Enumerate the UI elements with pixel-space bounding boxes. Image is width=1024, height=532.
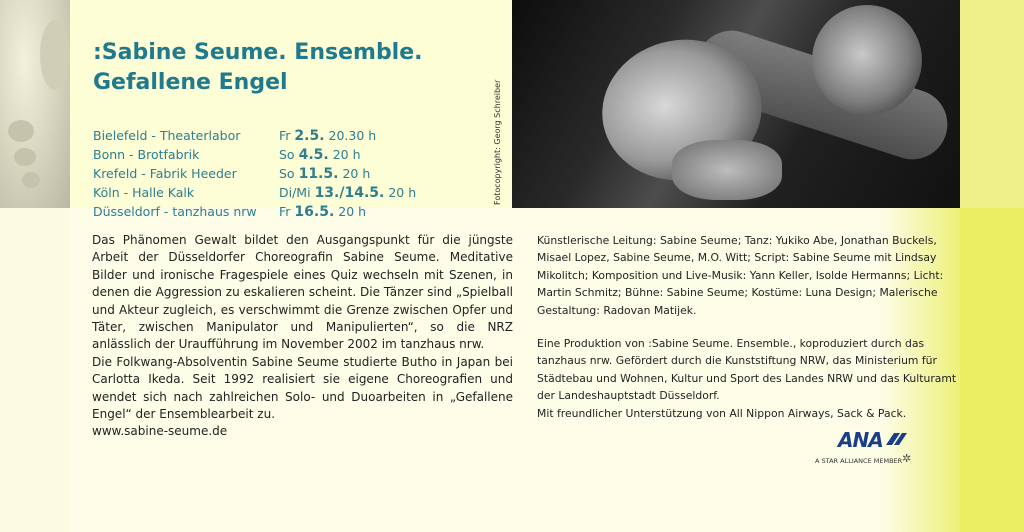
date-time bbox=[279, 145, 361, 165]
venue: Krefeld - Fabrik Heeder bbox=[93, 166, 237, 181]
date-time bbox=[279, 183, 416, 203]
time: 20.30 h bbox=[328, 128, 377, 143]
time: 20 h bbox=[332, 147, 361, 162]
performance-row bbox=[93, 164, 513, 183]
toe-shape bbox=[8, 120, 34, 142]
right-edge-top bbox=[960, 0, 1024, 208]
credits-column bbox=[537, 232, 957, 422]
time: 20 h bbox=[342, 166, 371, 181]
description-paragraph: Die Folkwang-Absolventin Sabine Seume studierte Butho in Japan bei Carlotta Ikeda. Seit 1992 realisiert sie eigene Choreografien und wendet sich nach zahlreichen Solo- und Duoarbeiten in „Gefallene Engel“ der Ensemblearbeit zu. bbox=[92, 354, 513, 422]
venue: Düsseldorf - tanzhaus nrw bbox=[93, 204, 257, 219]
date-time bbox=[279, 164, 370, 184]
date-time bbox=[279, 202, 366, 222]
left-band bbox=[0, 208, 70, 532]
description-column bbox=[92, 232, 513, 441]
page-title: :Sabine Seume. Ensemble. bbox=[93, 40, 423, 65]
website-link[interactable]: www.sabine-seume.de bbox=[92, 424, 228, 439]
ana-logo: ANA bbox=[838, 428, 883, 452]
date: 4.5. bbox=[298, 147, 329, 163]
weekday: Fr bbox=[279, 204, 291, 219]
toe-shape bbox=[22, 172, 40, 188]
star-alliance-tagline: A STAR ALLIANCE MEMBER bbox=[815, 457, 903, 465]
production-credits: Eine Produktion von :Sabine Seume. Ensemble., koproduziert durch das tanzhaus nrw. Gefördert durch die Kunststiftung NRW, das Ministerium für Städtebau und Wohnen, Kultur und Sport des Landes NRW und das Kulturamt der Landeshauptstadt Düsseldorf. bbox=[537, 337, 957, 403]
performance-row bbox=[93, 126, 513, 145]
toe-shape bbox=[14, 148, 36, 166]
face-shape-2 bbox=[812, 5, 922, 115]
date: 13./14.5. bbox=[314, 185, 385, 201]
performance-row bbox=[93, 183, 513, 202]
dancers-photo bbox=[512, 0, 960, 208]
date: 16.5. bbox=[294, 204, 335, 220]
date: 11.5. bbox=[298, 166, 339, 182]
venue: Köln - Halle Kalk bbox=[93, 185, 195, 200]
foot-shape bbox=[40, 20, 70, 90]
page-subtitle: Gefallene Engel bbox=[93, 70, 288, 95]
venue: Bielefeld - Theaterlabor bbox=[93, 128, 241, 143]
star-alliance-icon: ✲ bbox=[902, 452, 912, 465]
performance-row bbox=[93, 145, 513, 164]
weekday: So bbox=[279, 166, 295, 181]
weekday: Fr bbox=[279, 128, 291, 143]
cast-credits: Künstlerische Leitung: Sabine Seume; Tanz: Yukiko Abe, Jonathan Buckels, Misael Lopez, Sabine Seume, M.O. Witt; Script: Sabine Seume mit Lindsay Mikolitch; Komposition und Live-Musik: Yann Keller, Isolde Hermanns; Licht: Martin Schmitz; Bühne: Sabine Seume; Kostüme: Luna Design; Malerische Gestaltung: Radovan Matijek. bbox=[537, 234, 944, 317]
date: 2.5. bbox=[294, 128, 325, 144]
venue: Bonn - Brotfabrik bbox=[93, 147, 200, 162]
description-paragraph: Das Phänomen Gewalt bildet den Ausgangspunkt für die jüngste Arbeit der Düsseldorfer Choreografin Sabine Seume. Meditative Bilder und ironische Fragespiele eines Quiz wechseln mit Szenen, in denen die Aggression zu eskalieren scheint. Die Tänzer sind „Spielball und Akteur zugleich, es verschwimmt die Grenze zwischen Opfer und Täter, zwischen Manipulator und Manipulierten“, so die NRZ anlässlich der Uraufführung im November 2002 im tanzhaus nrw. bbox=[92, 233, 513, 352]
date-time bbox=[279, 126, 376, 146]
feet-photo bbox=[0, 0, 70, 208]
weekday: So bbox=[279, 147, 295, 162]
support-credits: Mit freundlicher Unterstützung von All Nippon Airways, Sack & Pack. bbox=[537, 406, 907, 420]
hand-shape bbox=[672, 140, 782, 200]
photo-credit: Fotocopyright: Georg Schreiber bbox=[493, 79, 502, 205]
ana-slash-icon bbox=[880, 432, 908, 446]
time: 20 h bbox=[338, 204, 367, 219]
performance-list bbox=[93, 126, 513, 221]
weekday: Di/Mi bbox=[279, 185, 311, 200]
time: 20 h bbox=[388, 185, 417, 200]
performance-row bbox=[93, 202, 513, 221]
